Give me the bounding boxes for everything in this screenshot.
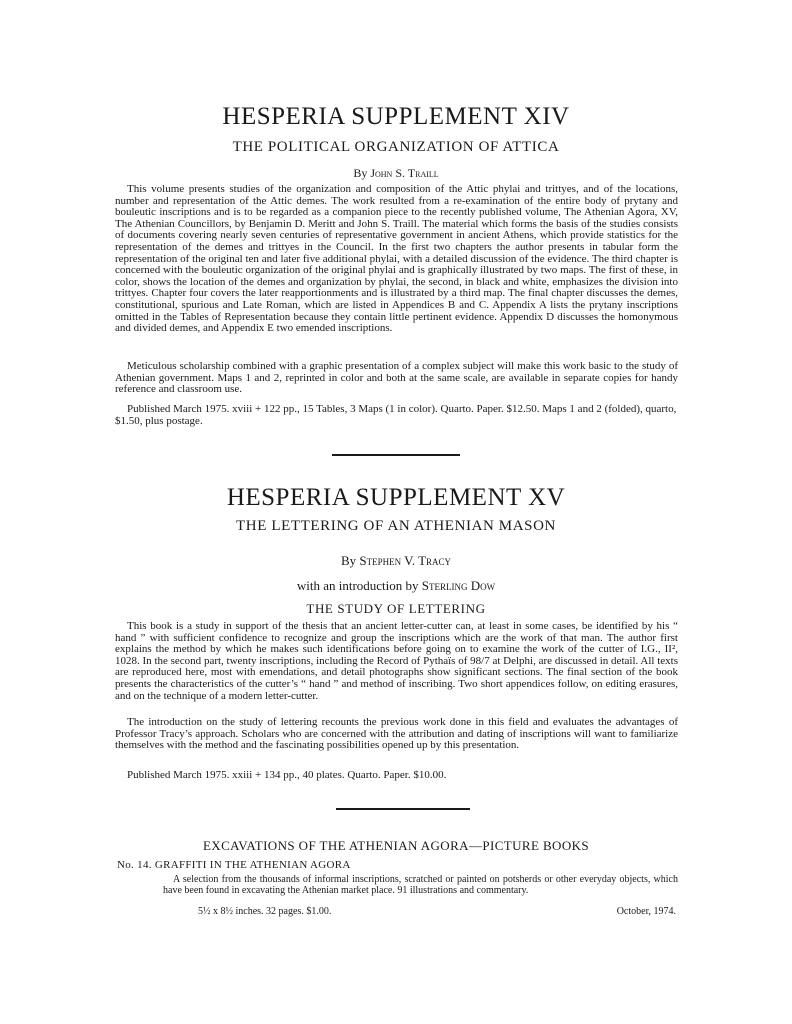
supplement-xiv-description: This volume presents studies of the organization and composition of the Attic phylai and trittyes, and of the locations, number and representation of the Attic demes. The work resulted from a re-examination of the entire body of prytany and bouleutic inscriptions and is to be regarded as a companion piece to the recently published volume, The Athenian Agora, XV, The Athenian Councillors, by Benjamin D. Meritt and John S. Traill. The material which forms the basis of the studies consists of documents covering nearly seven centuries of representative government in ancient Athens, which provide statistics for the representation of the demes and trittyes in the Council. In the first two chapters the author presents in tabular form the representation of the original ten and later five additional phylai, with a detailed discussion of the evidence. The third chapter is concerned with the bouleutic organization of the original phylai and is graphically illustrated by two maps. The first of these, in color, shows the location of the demes and organization by phylai, the second, in black and white, emphasizes the division into trittyes. Chapter four covers the later reapportionments and is illustrated by a third map. The final chapter discusses the demes, constitutional, spurious and Late Roman, which are listed in Appendices B and C. Appendix A lists the prytany inscriptions omitted in the Tables of Representation because they contain little pertinent evidence. Appendix D discusses the homonymous and divided demes, and Appendix E two emended inscriptions. <box>115 183 678 335</box>
introduction-prefix: with an introduction by <box>296 578 419 593</box>
introduction-author: Sterling Dow <box>421 578 496 593</box>
picture-book-item-heading: No. 14. GRAFFITI IN THE ATHENIAN AGORA <box>117 859 351 871</box>
byline-prefix: By <box>353 166 368 180</box>
supplement-xv-subtitle: THE LETTERING OF AN ATHENIAN MASON <box>236 518 556 534</box>
author-name: Stephen V. Tracy <box>359 553 452 568</box>
supplement-xiv-title: HESPERIA SUPPLEMENT XIV <box>222 103 570 130</box>
supplement-xv-section-heading: THE STUDY OF LETTERING <box>306 601 486 616</box>
byline-prefix: By <box>340 553 357 568</box>
supplement-xiv-assessment: Meticulous scholarship combined with a graphic presentation of a complex subject will make this work basic to the study of Athenian government. Maps 1 and 2, reprinted in color and both at the same scale, are available in separate copies for handy reference and classroom use. <box>115 360 678 396</box>
supplement-xiv-publication-info: Published March 1975. xviii + 122 pp., 15 Tables, 3 Maps (1 in color). Quarto. Paper. $12.50. Maps 1 and 2 (folded), quarto, $1.50, plus postage. <box>115 403 677 427</box>
picture-book-item-details <box>198 906 676 917</box>
supplement-xv-introduction-summary: The introduction on the study of lettering recounts the previous work done in this field and evaluates the advantages of Professor Tracy’s approach. Scholars who are concerned with the attribution and dating of inscriptions will want to familiarize themselves with the method and the fascinating possibilities opened up by this presentation. <box>115 716 678 752</box>
section-divider <box>332 454 460 456</box>
supplement-xv-title: HESPERIA SUPPLEMENT XV <box>226 484 566 511</box>
supplement-xiv-byline <box>0 166 792 181</box>
supplement-xiv-subtitle: THE POLITICAL ORGANIZATION OF ATTICA <box>232 139 560 155</box>
picture-book-item-description: A selection from the thousands of informal inscriptions, scratched or painted on potsherds or other everyday objects, which have been found in excavating the Athenian market place. 91 illustrations and commentary. <box>163 874 678 896</box>
supplement-xv-description: This book is a study in support of the thesis that an ancient letter-cutter can, at least in some cases, be identified by his “ hand ” with sufficient confidence to recognize and group the inscriptions which are the work of that man. The author first explains the method by which he makes such identifications before going on to examine the work of the cutter of I.G., II², 1028. In the second part, twenty inscriptions, including the Record of Pythaïs of 98/7 at Delphi, are discussed in detail. All texts are reproduced here, most with emendations, and detail photographs show significant sections. The final section of the book presents the characteristics of the cutter’s “ hand ” and method of inscribing. Two short appendices follow, on editing erasures, and on the technique of a modern letter-cutter. <box>115 620 678 702</box>
section-divider <box>336 808 470 810</box>
introduction-credit <box>0 578 792 594</box>
author-name: John S. Traill <box>370 166 439 180</box>
supplement-xv-publication-info: Published March 1975. xxiii + 134 pp., 40 plates. Quarto. Paper. $10.00. <box>127 769 447 781</box>
picture-books-heading: EXCAVATIONS OF THE ATHENIAN AGORA—PICTURE BOOKS <box>202 838 590 853</box>
item-specifications: 5½ x 8½ inches. 32 pages. $1.00. <box>198 906 332 917</box>
item-date: October, 1974. <box>616 906 676 917</box>
supplement-xv-byline <box>0 553 792 569</box>
